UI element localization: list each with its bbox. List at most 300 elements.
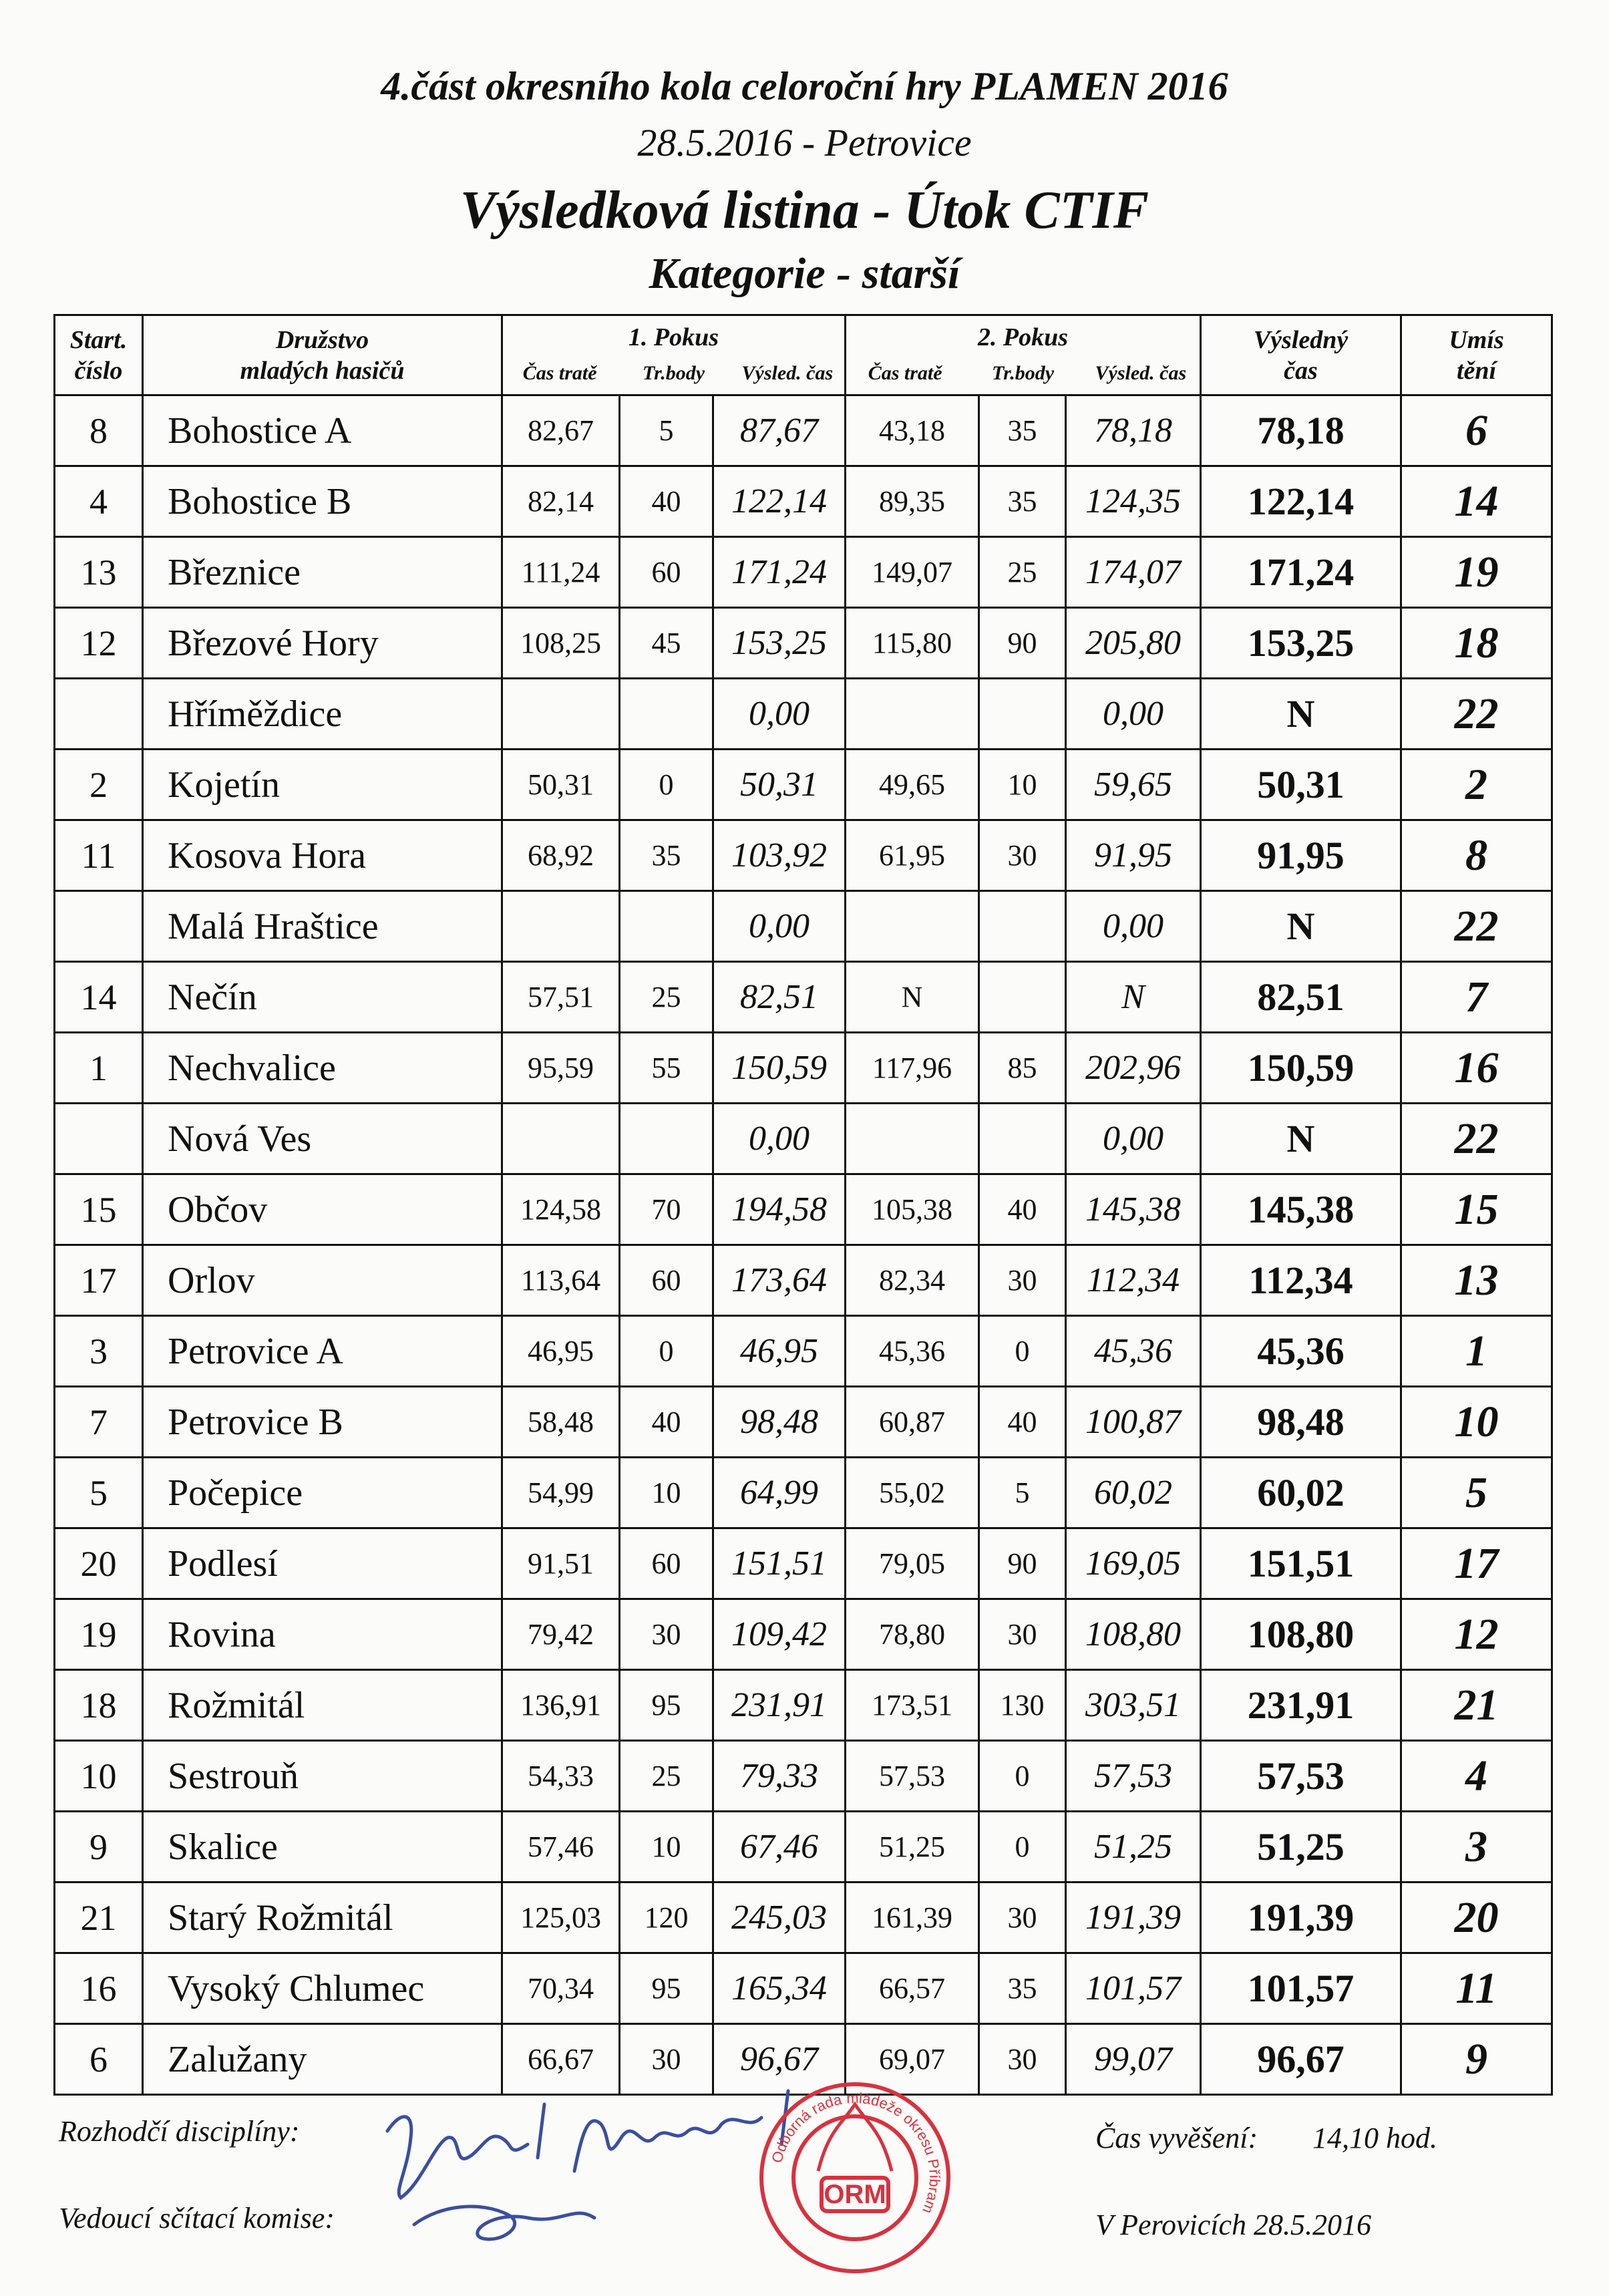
row-start-number: 19	[55, 1599, 143, 1670]
table-row	[55, 1458, 1552, 1528]
row-team-name: Starý Rožmitál	[143, 1882, 502, 1953]
row-attempt1-time: 124,58	[502, 1174, 620, 1245]
row-attempt1-time	[502, 679, 620, 750]
row-rank: 11	[1401, 1953, 1552, 2024]
posted-label: Čas vyvěšení:	[1095, 2122, 1258, 2154]
row-attempt2-time: 115,80	[846, 608, 979, 679]
col-attempt2-label: 2. Pokus	[977, 323, 1069, 351]
row-rank: 15	[1401, 1174, 1552, 1245]
row-attempt1-time: 68,92	[502, 820, 620, 891]
row-attempt2-result: 99,07	[1066, 2024, 1201, 2095]
row-attempt1-points: 60	[620, 1245, 713, 1316]
row-attempt2-time: 117,96	[846, 1033, 979, 1104]
row-attempt2-result: N	[1066, 962, 1201, 1033]
row-attempt1-points: 55	[620, 1033, 713, 1104]
row-rank: 18	[1401, 608, 1552, 679]
row-team-name: Bohostice B	[143, 466, 502, 537]
row-final-time: N	[1201, 891, 1401, 962]
row-attempt2-points: 10	[979, 750, 1066, 820]
row-attempt2-points: 30	[979, 1882, 1066, 1953]
col-team-line2: mladých hasičů	[240, 356, 405, 385]
row-attempt2-time: 60,87	[846, 1387, 979, 1458]
row-attempt2-points: 130	[979, 1670, 1066, 1741]
row-rank: 22	[1401, 1104, 1552, 1174]
row-attempt2-time: 78,80	[846, 1599, 979, 1670]
row-rank: 14	[1401, 466, 1552, 537]
row-rank: 20	[1401, 1882, 1552, 1953]
row-attempt1-result: 122,14	[713, 466, 846, 537]
row-attempt1-points: 40	[620, 1387, 713, 1458]
row-attempt2-result: 51,25	[1066, 1812, 1201, 1882]
row-attempt2-result: 59,65	[1066, 750, 1201, 820]
row-attempt1-result: 109,42	[713, 1599, 846, 1670]
col-attempt2-points: Tr.body	[991, 361, 1055, 384]
table-row	[55, 1882, 1552, 1953]
row-team-name: Orlov	[143, 1245, 502, 1316]
row-team-name: Občov	[143, 1174, 502, 1245]
row-attempt1-points: 0	[620, 750, 713, 820]
row-attempt2-points	[979, 679, 1066, 750]
col-attempt2-time: Čas tratě	[868, 361, 942, 384]
row-attempt2-points: 30	[979, 1599, 1066, 1670]
row-final-time: 91,95	[1201, 820, 1401, 891]
row-attempt1-result: 173,64	[713, 1245, 846, 1316]
table-row	[55, 1528, 1552, 1599]
row-team-name: Podlesí	[143, 1528, 502, 1599]
col-attempt1-time: Čas tratě	[522, 361, 597, 384]
row-start-number: 16	[55, 1953, 143, 2024]
row-rank: 7	[1401, 962, 1552, 1033]
table-row	[55, 1245, 1552, 1316]
row-attempt2-result: 0,00	[1066, 891, 1201, 962]
row-start-number: 14	[55, 962, 143, 1033]
row-attempt1-points: 60	[620, 537, 713, 608]
row-start-number: 18	[55, 1670, 143, 1741]
row-attempt1-time: 79,42	[502, 1599, 620, 1670]
row-attempt2-time: 55,02	[846, 1458, 979, 1528]
row-attempt1-time: 111,24	[502, 537, 620, 608]
row-rank: 13	[1401, 1245, 1552, 1316]
row-attempt1-points: 45	[620, 608, 713, 679]
row-final-time: 191,39	[1201, 1882, 1401, 1953]
row-start-number: 4	[55, 466, 143, 537]
row-start-number: 15	[55, 1174, 143, 1245]
row-start-number: 1	[55, 1033, 143, 1104]
row-attempt1-points: 30	[620, 1599, 713, 1670]
table-row	[55, 395, 1552, 466]
row-attempt2-result: 78,18	[1066, 395, 1201, 466]
row-attempt2-result: 0,00	[1066, 679, 1201, 750]
row-attempt1-time: 91,51	[502, 1528, 620, 1599]
col-attempt1-label: 1. Pokus	[628, 323, 719, 351]
row-attempt2-points: 5	[979, 1458, 1066, 1528]
col-attempt2-result: Výsled. čas	[1095, 361, 1187, 384]
row-attempt1-time: 82,14	[502, 466, 620, 537]
row-attempt1-time: 66,67	[502, 2024, 620, 2095]
row-start-number	[55, 891, 143, 962]
row-start-number: 12	[55, 608, 143, 679]
col-rank-line1: Umís	[1449, 325, 1504, 354]
row-attempt2-time: 51,25	[846, 1812, 979, 1882]
row-attempt2-result: 60,02	[1066, 1458, 1201, 1528]
row-attempt1-result: 82,51	[713, 962, 846, 1033]
row-team-name: Petrovice A	[143, 1316, 502, 1387]
row-attempt2-time: 82,34	[846, 1245, 979, 1316]
row-attempt2-points: 40	[979, 1174, 1066, 1245]
table-row	[55, 962, 1552, 1033]
table-row	[55, 1316, 1552, 1387]
row-attempt1-result: 103,92	[713, 820, 846, 891]
row-rank: 4	[1401, 1741, 1552, 1812]
row-team-name: Rožmitál	[143, 1670, 502, 1741]
row-final-time: 96,67	[1201, 2024, 1401, 2095]
row-attempt1-points: 5	[620, 395, 713, 466]
row-final-time: 82,51	[1201, 962, 1401, 1033]
row-final-time: 51,25	[1201, 1812, 1401, 1882]
row-final-time: 50,31	[1201, 750, 1401, 820]
row-attempt1-result: 79,33	[713, 1741, 846, 1812]
orm-stamp	[755, 2078, 955, 2278]
posted-value: 14,10 hod.	[1312, 2122, 1437, 2154]
row-attempt2-time: 149,07	[846, 537, 979, 608]
row-attempt1-points: 10	[620, 1812, 713, 1882]
row-attempt1-result: 50,31	[713, 750, 846, 820]
row-attempt1-points: 95	[620, 1953, 713, 2024]
col-attempt1-points: Tr.body	[642, 361, 705, 384]
col-attempt1	[502, 315, 846, 395]
row-rank: 9	[1401, 2024, 1552, 2095]
judge-label: Rozhodčí disciplíny:	[59, 2115, 300, 2148]
row-attempt1-points: 95	[620, 1670, 713, 1741]
row-attempt2-points: 0	[979, 1316, 1066, 1387]
row-attempt1-result: 153,25	[713, 608, 846, 679]
row-start-number: 13	[55, 537, 143, 608]
row-team-name: Počepice	[143, 1458, 502, 1528]
row-attempt1-time: 57,51	[502, 962, 620, 1033]
row-attempt1-result: 245,03	[713, 1882, 846, 1953]
row-final-time: 153,25	[1201, 608, 1401, 679]
col-attempt2	[846, 315, 1201, 395]
row-rank: 16	[1401, 1033, 1552, 1104]
row-attempt2-time: 43,18	[846, 395, 979, 466]
row-attempt2-points: 40	[979, 1387, 1066, 1458]
row-team-name: Nečín	[143, 962, 502, 1033]
row-attempt1-time: 125,03	[502, 1882, 620, 1953]
row-rank: 5	[1401, 1458, 1552, 1528]
row-final-time: 108,80	[1201, 1599, 1401, 1670]
row-final-time: 112,34	[1201, 1245, 1401, 1316]
row-team-name: Rovina	[143, 1599, 502, 1670]
col-final-line1: Výsledný	[1253, 325, 1349, 354]
row-start-number: 9	[55, 1812, 143, 1882]
row-attempt1-points: 25	[620, 1741, 713, 1812]
row-attempt1-result: 231,91	[713, 1670, 846, 1741]
row-attempt2-result: 174,07	[1066, 537, 1201, 608]
table-header-row	[55, 315, 1552, 395]
row-attempt2-points: 30	[979, 1245, 1066, 1316]
row-attempt1-result: 87,67	[713, 395, 846, 466]
table-row	[55, 1033, 1552, 1104]
row-attempt2-points: 90	[979, 608, 1066, 679]
row-attempt2-result: 303,51	[1066, 1670, 1201, 1741]
row-attempt1-points: 35	[620, 820, 713, 891]
row-attempt2-time: 105,38	[846, 1174, 979, 1245]
row-attempt1-points: 60	[620, 1528, 713, 1599]
row-final-time: N	[1201, 679, 1401, 750]
row-attempt1-result: 67,46	[713, 1812, 846, 1882]
row-attempt1-points: 120	[620, 1882, 713, 1953]
row-start-number: 2	[55, 750, 143, 820]
row-attempt1-time	[502, 891, 620, 962]
row-attempt2-points: 30	[979, 820, 1066, 891]
row-attempt2-points	[979, 891, 1066, 962]
row-start-number: 10	[55, 1741, 143, 1812]
row-rank: 12	[1401, 1599, 1552, 1670]
col-team-line1: Družstvo	[275, 325, 369, 354]
row-attempt2-points: 35	[979, 1953, 1066, 2024]
row-final-time: 145,38	[1201, 1174, 1401, 1245]
row-attempt1-result: 98,48	[713, 1387, 846, 1458]
row-attempt2-time: 69,07	[846, 2024, 979, 2095]
row-team-name: Malá Hraštice	[143, 891, 502, 962]
row-rank: 2	[1401, 750, 1552, 820]
doc-date-place: 28.5.2016 - Petrovice	[637, 121, 972, 164]
row-team-name: Skalice	[143, 1812, 502, 1882]
row-attempt2-points: 35	[979, 395, 1066, 466]
row-attempt2-result: 169,05	[1066, 1528, 1201, 1599]
row-attempt1-points: 25	[620, 962, 713, 1033]
col-rank-line2: tění	[1456, 356, 1497, 385]
row-attempt2-time: 66,57	[846, 1953, 979, 2024]
row-attempt2-time: 79,05	[846, 1528, 979, 1599]
row-attempt2-result: 91,95	[1066, 820, 1201, 891]
row-final-time: 45,36	[1201, 1316, 1401, 1387]
row-team-name: Petrovice B	[143, 1387, 502, 1458]
table-row	[55, 1387, 1552, 1458]
row-final-time: N	[1201, 1104, 1401, 1174]
row-rank: 3	[1401, 1812, 1552, 1882]
row-attempt2-result: 0,00	[1066, 1104, 1201, 1174]
row-attempt2-time: N	[846, 962, 979, 1033]
row-attempt1-time: 136,91	[502, 1670, 620, 1741]
row-attempt1-time: 46,95	[502, 1316, 620, 1387]
head-label: Vedoucí sčítací komise:	[59, 2202, 335, 2235]
col-team	[143, 315, 502, 395]
row-attempt2-time: 57,53	[846, 1741, 979, 1812]
row-team-name: Vysoký Chlumec	[143, 1953, 502, 2024]
row-rank: 8	[1401, 820, 1552, 891]
row-final-time: 231,91	[1201, 1670, 1401, 1741]
table-row	[55, 1599, 1552, 1670]
row-attempt1-points: 70	[620, 1174, 713, 1245]
table-row	[55, 537, 1552, 608]
row-start-number: 17	[55, 1245, 143, 1316]
row-attempt2-points: 90	[979, 1528, 1066, 1599]
row-team-name: Kosova Hora	[143, 820, 502, 891]
row-attempt2-time: 49,65	[846, 750, 979, 820]
row-start-number: 6	[55, 2024, 143, 2095]
table-row	[55, 1812, 1552, 1882]
row-rank: 6	[1401, 395, 1552, 466]
row-attempt2-points: 25	[979, 537, 1066, 608]
row-attempt2-points: 85	[979, 1033, 1066, 1104]
row-attempt2-result: 101,57	[1066, 1953, 1201, 2024]
row-team-name: Bohostice A	[143, 395, 502, 466]
row-attempt1-time	[502, 1104, 620, 1174]
row-final-time: 171,24	[1201, 537, 1401, 608]
row-attempt1-points: 10	[620, 1458, 713, 1528]
row-team-name: Březnice	[143, 537, 502, 608]
row-attempt2-time: 89,35	[846, 466, 979, 537]
row-attempt1-result: 165,34	[713, 1953, 846, 2024]
row-start-number	[55, 679, 143, 750]
row-start-number: 11	[55, 820, 143, 891]
row-final-time: 57,53	[1201, 1741, 1401, 1812]
stamp-ring-text: Odborná rada mládeže okresu Příbram	[768, 2089, 944, 2217]
table-row	[55, 820, 1552, 891]
row-attempt1-result: 0,00	[713, 1104, 846, 1174]
row-attempt2-time: 61,95	[846, 820, 979, 891]
row-rank: 17	[1401, 1528, 1552, 1599]
row-attempt1-result: 64,99	[713, 1458, 846, 1528]
row-attempt1-points	[620, 1104, 713, 1174]
row-final-time: 122,14	[1201, 466, 1401, 537]
table-row	[55, 1741, 1552, 1812]
col-attempt1-result: Výsled. čas	[741, 361, 834, 384]
table-row	[55, 891, 1552, 962]
row-attempt1-result: 194,58	[713, 1174, 846, 1245]
row-attempt2-time: 161,39	[846, 1882, 979, 1953]
table-row	[55, 679, 1552, 750]
row-final-time: 98,48	[1201, 1387, 1401, 1458]
row-rank: 22	[1401, 891, 1552, 962]
row-attempt2-time: 173,51	[846, 1670, 979, 1741]
row-attempt2-result: 108,80	[1066, 1599, 1201, 1670]
row-attempt2-result: 100,87	[1066, 1387, 1201, 1458]
row-attempt1-result: 0,00	[713, 679, 846, 750]
row-start-number	[55, 1104, 143, 1174]
col-start	[55, 315, 143, 395]
table-row	[55, 750, 1552, 820]
row-attempt2-result: 112,34	[1066, 1245, 1201, 1316]
row-team-name: Zalužany	[143, 2024, 502, 2095]
col-final-line2: čas	[1284, 356, 1318, 385]
row-attempt1-points: 30	[620, 2024, 713, 2095]
row-attempt1-time: 54,99	[502, 1458, 620, 1528]
row-attempt2-points: 35	[979, 466, 1066, 537]
row-attempt1-points: 0	[620, 1316, 713, 1387]
table-row	[55, 466, 1552, 537]
table-row	[55, 1670, 1552, 1741]
row-attempt1-result: 150,59	[713, 1033, 846, 1104]
row-attempt1-time: 82,67	[502, 395, 620, 466]
doc-title: Výsledková listina - Útok CTIF	[460, 181, 1149, 240]
row-rank: 19	[1401, 537, 1552, 608]
row-final-time: 150,59	[1201, 1033, 1401, 1104]
row-final-time: 151,51	[1201, 1528, 1401, 1599]
row-attempt2-time	[846, 1104, 979, 1174]
col-start-line1: Start.	[69, 325, 128, 354]
row-start-number: 7	[55, 1387, 143, 1458]
row-attempt2-points: 30	[979, 2024, 1066, 2095]
row-attempt2-result: 57,53	[1066, 1741, 1201, 1812]
row-attempt2-result: 202,96	[1066, 1033, 1201, 1104]
row-attempt1-result: 171,24	[713, 537, 846, 608]
row-rank: 21	[1401, 1670, 1552, 1741]
row-rank: 22	[1401, 679, 1552, 750]
results-table	[53, 314, 1553, 2096]
row-start-number: 8	[55, 395, 143, 466]
row-attempt2-points	[979, 1104, 1066, 1174]
row-attempt1-time: 95,59	[502, 1033, 620, 1104]
row-rank: 1	[1401, 1316, 1552, 1387]
table-row	[55, 608, 1552, 679]
row-attempt1-result: 96,67	[713, 2024, 846, 2095]
row-attempt1-points: 40	[620, 466, 713, 537]
place-date: V Perovicích 28.5.2016	[1095, 2208, 1372, 2241]
row-attempt2-result: 145,38	[1066, 1174, 1201, 1245]
row-team-name: Hříměždice	[143, 679, 502, 750]
row-start-number: 3	[55, 1316, 143, 1387]
row-attempt1-result: 0,00	[713, 891, 846, 962]
table-row	[55, 1104, 1552, 1174]
col-final	[1201, 315, 1401, 395]
row-team-name: Sestrouň	[143, 1741, 502, 1812]
row-attempt2-points: 0	[979, 1741, 1066, 1812]
row-attempt2-result: 191,39	[1066, 1882, 1201, 1953]
row-attempt2-result: 124,35	[1066, 466, 1201, 537]
doc-category: Kategorie - starší	[649, 249, 960, 298]
row-final-time: 101,57	[1201, 1953, 1401, 2024]
row-final-time: 60,02	[1201, 1458, 1401, 1528]
row-attempt2-points	[979, 962, 1066, 1033]
row-attempt1-result: 46,95	[713, 1316, 846, 1387]
row-team-name: Nová Ves	[143, 1104, 502, 1174]
row-attempt1-points	[620, 891, 713, 962]
row-attempt2-time	[846, 679, 979, 750]
row-attempt2-result: 45,36	[1066, 1316, 1201, 1387]
row-attempt1-time: 50,31	[502, 750, 620, 820]
doc-heading-line1: 4.část okresního kola celoroční hry PLAMEN 2016	[381, 64, 1228, 108]
row-attempt1-time: 54,33	[502, 1741, 620, 1812]
row-attempt2-time	[846, 891, 979, 962]
row-attempt1-time: 108,25	[502, 608, 620, 679]
row-attempt1-result: 151,51	[713, 1528, 846, 1599]
row-attempt1-points	[620, 679, 713, 750]
row-rank: 10	[1401, 1387, 1552, 1458]
row-attempt1-time: 113,64	[502, 1245, 620, 1316]
row-team-name: Kojetín	[143, 750, 502, 820]
row-final-time: 78,18	[1201, 395, 1401, 466]
row-team-name: Nechvalice	[143, 1033, 502, 1104]
row-attempt2-points: 0	[979, 1812, 1066, 1882]
col-start-line2: číslo	[74, 356, 123, 385]
row-start-number: 20	[55, 1528, 143, 1599]
row-attempt1-time: 57,46	[502, 1812, 620, 1882]
table-body	[55, 395, 1552, 2095]
row-attempt1-time: 58,48	[502, 1387, 620, 1458]
table-row	[55, 1174, 1552, 1245]
stamp-center-text: ORM	[824, 2180, 886, 2209]
row-team-name: Březové Hory	[143, 608, 502, 679]
table-row	[55, 1953, 1552, 2024]
row-attempt1-time: 70,34	[502, 1953, 620, 2024]
row-start-number: 5	[55, 1458, 143, 1528]
col-rank	[1401, 315, 1552, 395]
row-start-number: 21	[55, 1882, 143, 1953]
row-attempt2-time: 45,36	[846, 1316, 979, 1387]
row-attempt2-result: 205,80	[1066, 608, 1201, 679]
